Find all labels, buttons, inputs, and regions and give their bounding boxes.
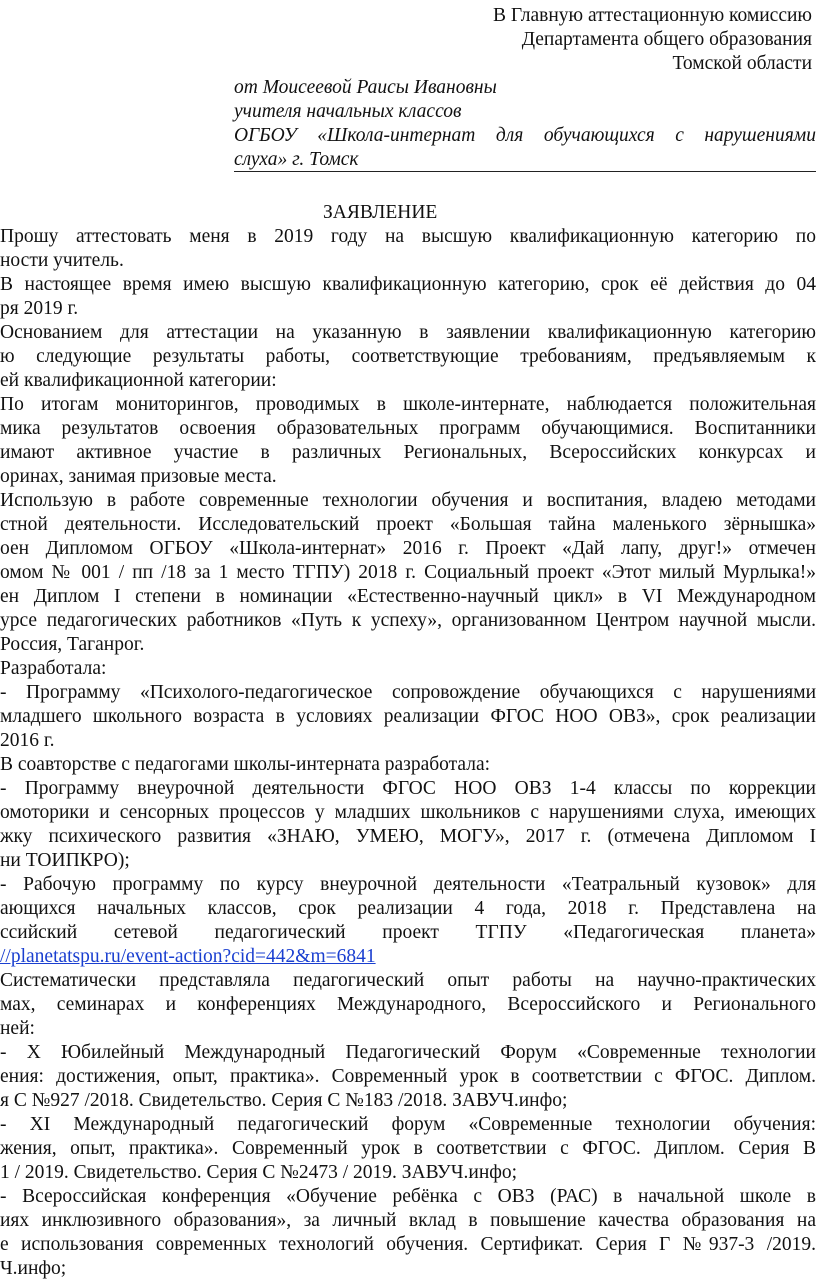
body-line: ающихся начальных классов, срок реализации 4 года, 2018 г. Представлена на [0, 898, 816, 919]
planet-link[interactable]: //planetatspu.ru/event-action?cid=442&m=6841 [0, 946, 376, 967]
body-line: оринах, занимая призовые места. [0, 466, 277, 487]
body-line: ей квалификационной категории: [0, 370, 277, 391]
body-line [0, 945, 816, 969]
body-line: урсе педагогических работников «Путь к успеху», организованном Центром научной мысли. [0, 610, 816, 631]
body-line: - Всероссийская конференция «Обучение ребёнка с ОВЗ (РАС) в начальной школе в [0, 1186, 816, 1207]
body-line: - Программу «Психолого-педагогическое сопровождение обучающихся с нарушениями [0, 682, 816, 703]
sender-position: учителя начальных классов [234, 101, 462, 122]
body-line: мах, семинарах и конференциях Международного, Всероссийского и Регионального [0, 994, 816, 1015]
body-line: младшего школьного возраста в условиях реализации ФГОС НОО ОВЗ», срок реализации [0, 706, 816, 727]
body-line: - XI Международный педагогический форум «Современные технологии обучения: [0, 1114, 816, 1135]
body-line: ю следующие результаты работы, соответствующие требованиям, предъявляемым к [0, 346, 816, 367]
body-line: имают активное участие в различных Региональных, Всероссийских конкурсах и [0, 442, 816, 463]
body-line: Систематически представляла педагогический опыт работы на научно-практических [0, 970, 816, 991]
sender-name: от Моисеевой Раисы Ивановны [234, 77, 497, 98]
body-line: - X Юбилейный Международный Педагогический Форум «Современные технологии [0, 1042, 816, 1063]
body-line: жку психического развития «ЗНАЮ, УМЕЮ, МОГУ», 2017 г. (отмечена Дипломом I [0, 826, 816, 847]
body-line: ен Диплом I степени в номинации «Естественно-научный цикл» в VI Международном [0, 586, 816, 607]
sender-school: ОГБОУ «Школа-интернат для обучающихся с нарушениями [234, 125, 816, 146]
body-line: 2016 г. [0, 730, 55, 751]
body-line: В настоящее время имею высшую квалификационную категорию, срок её действия до 04 [0, 274, 816, 295]
sender-school-cont: слуха» г. Томск [234, 149, 359, 170]
document-title: ЗАЯВЛЕНИЕ [323, 202, 438, 223]
body-line: ссийский сетевой педагогический проект ТГПУ «Педагогическая планета» [0, 922, 816, 943]
body-line: я С №927 /2018. Свидетельство. Серия С №183 /2018. ЗАВУЧ.инфо; [0, 1090, 568, 1111]
body-line: 1 / 2019. Свидетельство. Серия С №2473 / 2019. ЗАВУЧ.инфо; [0, 1162, 518, 1183]
body-line: Основанием для аттестации на указанную в заявлении квалификационную категорию [0, 322, 816, 343]
body-line: В соавторстве с педагогами школы-интерната разработала: [0, 754, 491, 775]
body-line: ности учитель. [0, 250, 124, 271]
addressee-line: Департамента общего образования [521, 29, 812, 50]
body-line: Россия, Таганрог. [0, 634, 145, 655]
body-line: ря 2019 г. [0, 298, 79, 319]
body-line: омоторики и сенсорных процессов у младших школьников с нарушениями слуха, имеющих [0, 802, 816, 823]
body-line: е использования современных технологий обучения. Сертификат. Серия Г №937-3 /2019. [0, 1234, 816, 1255]
header-rule [234, 171, 816, 172]
body-line: омом № 001 / пп /18 за 1 место ТГПУ) 2018 г. Социальный проект «Этот милый Мурлыка!» [0, 562, 816, 583]
body-line: По итогам мониторингов, проводимых в школе-интернате, наблюдается положительная [0, 394, 816, 415]
addressee-line: В Главную аттестационную комиссию [493, 5, 812, 26]
body-line: - Рабочую программу по курсу внеурочной деятельности «Театральный кузовок» для [0, 874, 816, 895]
body-line: - Программу внеурочной деятельности ФГОС НОО ОВЗ 1-4 классы по коррекции [0, 778, 816, 799]
body-line: ней: [0, 1018, 35, 1039]
body-line: стной деятельности. Исследовательский проект «Большая тайна маленького зёрнышка» [0, 514, 816, 535]
body-line: Разработала: [0, 658, 107, 679]
body-line: ни ТОИПКРО); [0, 850, 130, 871]
addressee-line: Томской области [672, 53, 812, 74]
body-line: жения, опыт, практика». Современный урок в соответствии с ФГОС. Диплом. Серия В [0, 1138, 816, 1159]
body-line: ения: достижения, опыт, практика». Современный урок в соответствии с ФГОС. Диплом. [0, 1066, 816, 1087]
body-line: мика результатов освоения образовательных программ обучающимися. Воспитанники [0, 418, 816, 439]
body-line: иях инклюзивного образования», за личный вклад в повышение качества образования на [0, 1210, 816, 1231]
body-line: оен Дипломом ОГБОУ «Школа-интернат» 2016 г. Проект «Дай лапу, друг!» отмечен [0, 538, 816, 559]
body-line: Прошу аттестовать меня в 2019 году на высшую квалификационную категорию по [0, 226, 816, 247]
body-line: Ч.инфо; [0, 1258, 67, 1279]
body-line: Использую в работе современные технологии обучения и воспитания, владею методами [0, 490, 816, 511]
